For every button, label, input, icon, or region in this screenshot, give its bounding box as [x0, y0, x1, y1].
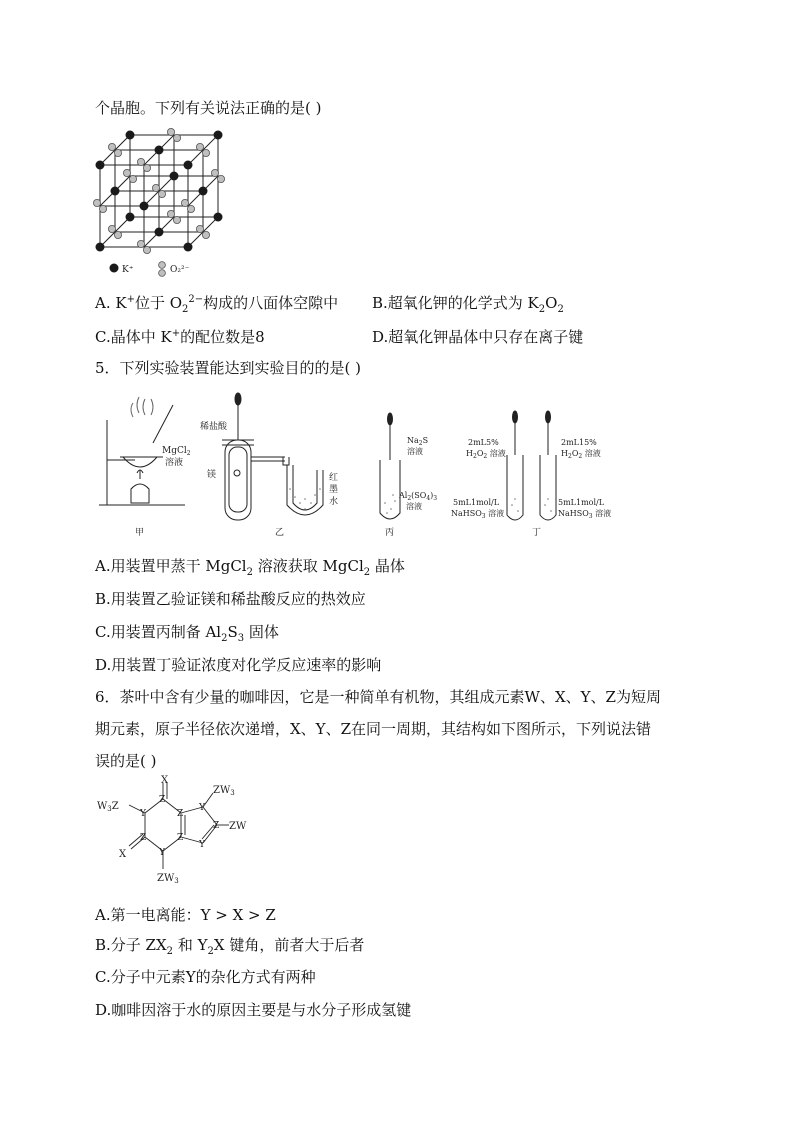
q6-stem-line-2: 期元素，原子半径依次递增，X、Y、Z在同一周期，其结构如下图所示，下列说法错: [95, 720, 652, 738]
ding-left-bottom-2: NaHSO$_3$ 溶液: [451, 509, 505, 520]
ding-right-top-1: 2mL15%: [561, 438, 597, 447]
ding-right-bottom-1: 5mL1mol/L: [558, 498, 605, 507]
legend-o: O₂²⁻: [170, 265, 190, 275]
q6-stem-line-1: 6．茶叶中含有少量的咖啡因，它是一种简单有机物，其组成元素W、X、Y、Z为短周: [95, 688, 661, 706]
ding-right-top-2: $H_2O_2$ 溶液: [561, 449, 601, 460]
yi-ink-3: 水: [329, 497, 339, 507]
q4-option-a: A. K+位于 $O_2^{2-}$构成的八面体空隙中: [95, 294, 339, 315]
ding-left-top-1: 2mL5%: [468, 438, 499, 447]
jia-caption: 甲: [135, 528, 145, 538]
q4-option-b: B.超氧化钾的化学式为 $K_2O_2$: [372, 294, 564, 315]
struct-atom-z-5: Z: [213, 821, 220, 831]
q6-option-c: C.分子中元素Y的杂化方式有两种: [95, 968, 316, 986]
struct-zw: ZW: [229, 821, 247, 832]
struct-atom-y-2: Y: [159, 848, 165, 858]
bing-reagent-top-2: 溶液: [407, 447, 423, 456]
struct-x-top: X: [161, 775, 169, 786]
q5-option-c: C.用装置丙制备 $Al_2S_3$ 固体: [95, 623, 279, 644]
yi-metal: 镁: [207, 470, 217, 480]
ding-right-bottom-2: NaHSO$_3$ 溶液: [558, 509, 612, 520]
q4-option-c: C.晶体中 K+的配位数是8: [95, 328, 265, 346]
ding-left-top-2: $H_2O_2$ 溶液: [466, 449, 506, 460]
ding-caption: 丁: [532, 528, 542, 538]
q6-option-a: A.第一电离能：Y > X > Z: [95, 906, 276, 924]
yi-acid: 稀盐酸: [200, 422, 228, 432]
q6-stem-line-3: 误的是( ): [95, 752, 157, 770]
struct-atom-y-3: Y: [199, 803, 205, 813]
q4-option-d: D.超氧化钾晶体中只存在离子键: [372, 328, 584, 346]
yi-ink-1: 红: [329, 473, 339, 483]
legend-k: K⁺: [122, 265, 134, 275]
bing-reagent-bottom-2: 溶液: [406, 502, 422, 511]
struct-atom-z-4: Z: [177, 809, 184, 819]
jia-reagent-2: 溶液: [165, 458, 184, 468]
struct-atom-z-3: Z: [177, 833, 184, 843]
q5-apparatus-figure: [95, 385, 655, 545]
bing-reagent-top: $Na_2S$: [407, 436, 429, 447]
q6-option-b: B.分子 $ZX_2$ 和 $Y_2X$ 键角，前者大于后者: [95, 936, 365, 957]
q6-option-d: D.咖啡因溶于水的原因主要是与水分子形成氢键: [95, 1001, 412, 1019]
crystal-lattice-figure: [92, 125, 232, 280]
struct-zw3-top: $ZW_3$: [213, 785, 235, 797]
ding-left-bottom-1: 5mL1mol/L: [453, 498, 500, 507]
apparatus-bing: [380, 413, 400, 519]
struct-zw3-bottom: $ZW_3$: [157, 873, 179, 885]
struct-atom-y-1: Y: [140, 809, 146, 819]
q5-option-a: A.用装置甲蒸干 MgCl$_2$ 溶液获取 MgCl$_2$ 晶体: [95, 557, 405, 578]
struct-w3z: $W_3Z$: [97, 801, 119, 813]
apparatus-ding: [507, 411, 556, 520]
q6-structure-figure: [95, 775, 265, 893]
q5-option-b: B.用装置乙验证镁和稀盐酸反应的热效应: [95, 590, 366, 608]
bing-caption: 丙: [385, 528, 395, 538]
bing-reagent-bottom: $Al_2(SO_4)_3$: [399, 491, 438, 502]
struct-x-left: X: [119, 849, 127, 860]
struct-atom-y-4: Y: [199, 840, 205, 850]
jia-reagent: MgCl$_2$: [162, 446, 191, 457]
q5-stem: 5．下列实验装置能达到实验目的的是( ): [95, 359, 362, 377]
yi-ink-2: 墨: [329, 485, 339, 495]
yi-caption: 乙: [275, 528, 285, 538]
apparatus-yi: [222, 393, 323, 520]
q5-option-d: D.用装置丁验证浓度对化学反应速率的影响: [95, 656, 382, 674]
struct-atom-z-2: Z: [140, 833, 147, 843]
q4-stem-tail: 个晶胞。下列有关说法正确的是( ): [95, 99, 322, 117]
struct-atom-z-1: Z: [159, 795, 166, 805]
